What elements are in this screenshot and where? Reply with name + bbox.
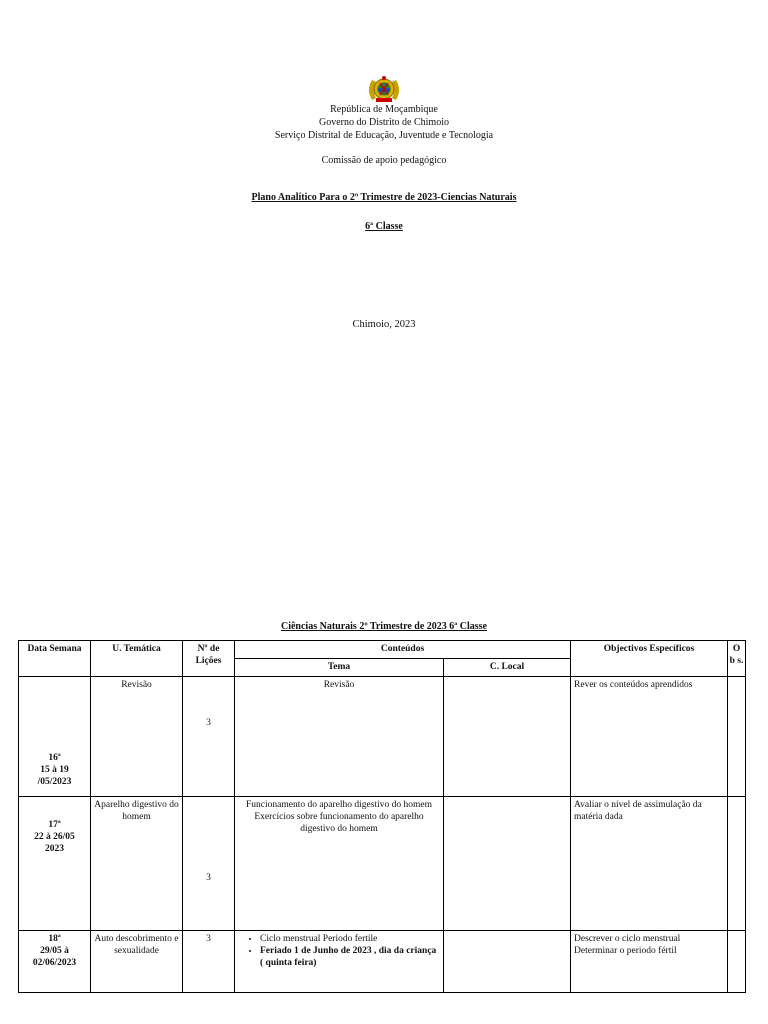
unit-cell: Auto descobrimento e sexualidade [91,931,183,993]
local-cell [444,797,571,931]
local-cell [444,677,571,797]
coat-of-arms-emblem [364,74,404,104]
obs-cell [728,797,746,931]
week-number: 17ª [48,820,61,830]
place-date: Chimoio, 2023 [352,319,416,330]
commission-line: Comissão de apoio pedagógico [321,155,447,166]
lessons-cell: 3 [183,797,235,931]
local-cell [444,931,571,993]
objective-line: Determinar o periodo fértil [574,946,677,956]
objective-line: Descrever o ciclo menstrual [574,934,681,944]
week-number: 18ª [48,934,61,944]
header-date-week: Data Semana [19,641,91,677]
objectives-cell: Avaliar o nível de assimulação da matéria dada [571,797,728,931]
week-cell [19,797,91,931]
week-dates: 22 à 26/05 [34,832,75,842]
class-title: 6ª Classe [365,221,403,232]
theme-cell [235,931,444,993]
lessons-cell: 3 [183,931,235,993]
header-obs: O b s. [728,641,746,677]
week-number: 16ª [48,753,61,763]
header-lessons: Nº de Lições [183,641,235,677]
obs-cell [728,931,746,993]
republic-line: República de Moçambique [330,104,438,115]
header-unit: U. Temática [91,641,183,677]
header-local: C. Local [444,659,571,677]
header-theme: Tema [235,659,444,677]
table-row [19,797,746,931]
theme-bullet-list [238,933,440,969]
week-dates: 15 à 19 [40,765,69,775]
week-cell [19,677,91,797]
objectives-cell [571,931,728,993]
lessons-cell: 3 [183,677,235,797]
plan-title: Plano Analítico Para o 2º Trimestre de 2023-Ciencias Naturais [251,192,517,203]
table-row [19,677,746,797]
week-dates-year: /05/2023 [37,777,72,787]
header-objectives: Objectivos Específicos [571,641,728,677]
plan-table [18,640,746,993]
table-row [19,931,746,993]
header-contents: Conteúdos [235,641,571,659]
theme-cell [235,797,444,931]
theme-bullet: • Ciclo menstrual Periodo fertile [260,933,440,945]
week-dates: 29/05 à [40,946,69,956]
week-dates-year: 02/06/2023 [32,958,77,968]
holiday-bullet: • Feriado 1 de Junho de 2023 , dia da criança ( quinta feira) [260,945,440,969]
week-dates-year: 2023 [45,844,64,854]
service-line: Serviço Distrital de Educação, Juventude e Tecnologia [274,130,494,141]
theme-line: Funcionamento do aparelho digestivo do homem [245,800,432,810]
government-line: Governo do Distrito de Chimoio [319,117,449,128]
unit-cell: Aparelho digestivo do homem [91,797,183,931]
unit-cell: Revisão [91,677,183,797]
theme-line: Exercícios sobre funcionamento do aparelho digestivo do homem [254,812,424,834]
objectives-cell: Rever os conteúdos aprendidos [571,677,728,797]
obs-cell [728,677,746,797]
theme-cell: Revisão [235,677,444,797]
week-cell [19,931,91,993]
table-title: Ciências Naturais 2º Trimestre de 2023 6ª Classe [280,621,487,632]
